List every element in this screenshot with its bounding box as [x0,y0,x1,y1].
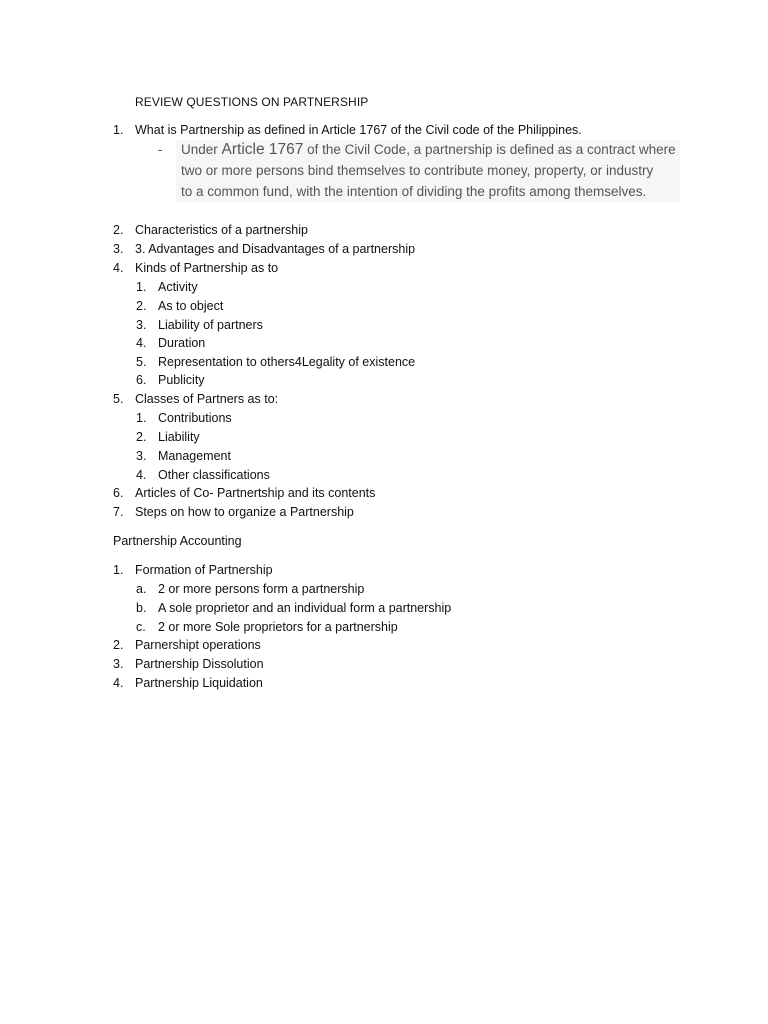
sublist-number: 5. [136,355,147,369]
sublist-number: 3. [136,449,147,463]
sublist-number: 3. [136,318,147,332]
list-number: 3. [113,242,124,256]
list-number: 1. [113,123,124,137]
sublist-number: 4. [136,336,147,350]
list-number: 4. [113,676,124,690]
sublist-item: Liability of partners [158,318,263,332]
sublist-letter: c. [136,620,146,634]
quote-line-1 [181,140,676,160]
list-number: 2. [113,638,124,652]
sublist-item: 2 or more persons form a partnership [158,582,365,596]
sublist-item: As to object [158,299,224,313]
list-item: Articles of Co- Partnertship and its contents [135,486,376,500]
quote-article-ref: Article 1767 [221,141,304,158]
sublist-item: Liability [158,430,200,444]
sublist-number: 4. [136,468,147,482]
sublist-item: Activity [158,280,198,294]
quote-line-3: to a common fund, with the intention of dividing the profits among themselves. [181,184,647,199]
sublist-item: Contributions [158,411,232,425]
list-number: 7. [113,505,124,519]
list-item: Parnershipt operations [135,638,261,652]
sublist-item: Other classifications [158,468,270,482]
list-number: 4. [113,261,124,275]
list-item: Partnership Liquidation [135,676,263,690]
sublist-item: Duration [158,336,206,350]
sublist-number: 6. [136,373,147,387]
list-item: Steps on how to organize a Partnership [135,505,354,519]
quote-line-1-rest: of the Civil Code, a partnership is defined as a contract where [303,142,676,157]
list-item: Partnership Dissolution [135,657,264,671]
list-number: 6. [113,486,124,500]
list-number: 1. [113,563,124,577]
list-number: 5. [113,392,124,406]
sublist-number: 2. [136,299,147,313]
sublist-letter: b. [136,601,147,615]
quote-line-2: two or more persons bind themselves to contribute money, property, or industry [181,163,654,178]
list-item: 3. Advantages and Disadvantages of a partnership [135,242,416,256]
sublist-number: 1. [136,411,147,425]
dash-bullet: - [158,142,163,157]
sublist-number: 2. [136,430,147,444]
sublist-item: 2 or more Sole proprietors for a partnership [158,620,398,634]
quote-prefix: Under [181,142,222,157]
list-item: Kinds of Partnership as to [135,261,279,275]
section-heading: Partnership Accounting [113,534,242,548]
sublist-number: 1. [136,280,147,294]
sublist-item: A sole proprietor and an individual form a partnership [158,601,452,615]
list-number: 3. [113,657,124,671]
list-item: Characteristics of a partnership [135,223,308,237]
sublist-letter: a. [136,582,147,596]
list-item: What is Partnership as defined in Article 1767 of the Civil code of the Philippines. [135,123,582,137]
list-item: Formation of Partnership [135,563,273,577]
sublist-item: Publicity [158,373,205,387]
list-number: 2. [113,223,124,237]
document-title: REVIEW QUESTIONS ON PARTNERSHIP [135,95,369,109]
sublist-item: Representation to others4Legality of existence [158,355,416,369]
sublist-item: Management [158,449,231,463]
list-item: Classes of Partners as to: [135,392,279,406]
